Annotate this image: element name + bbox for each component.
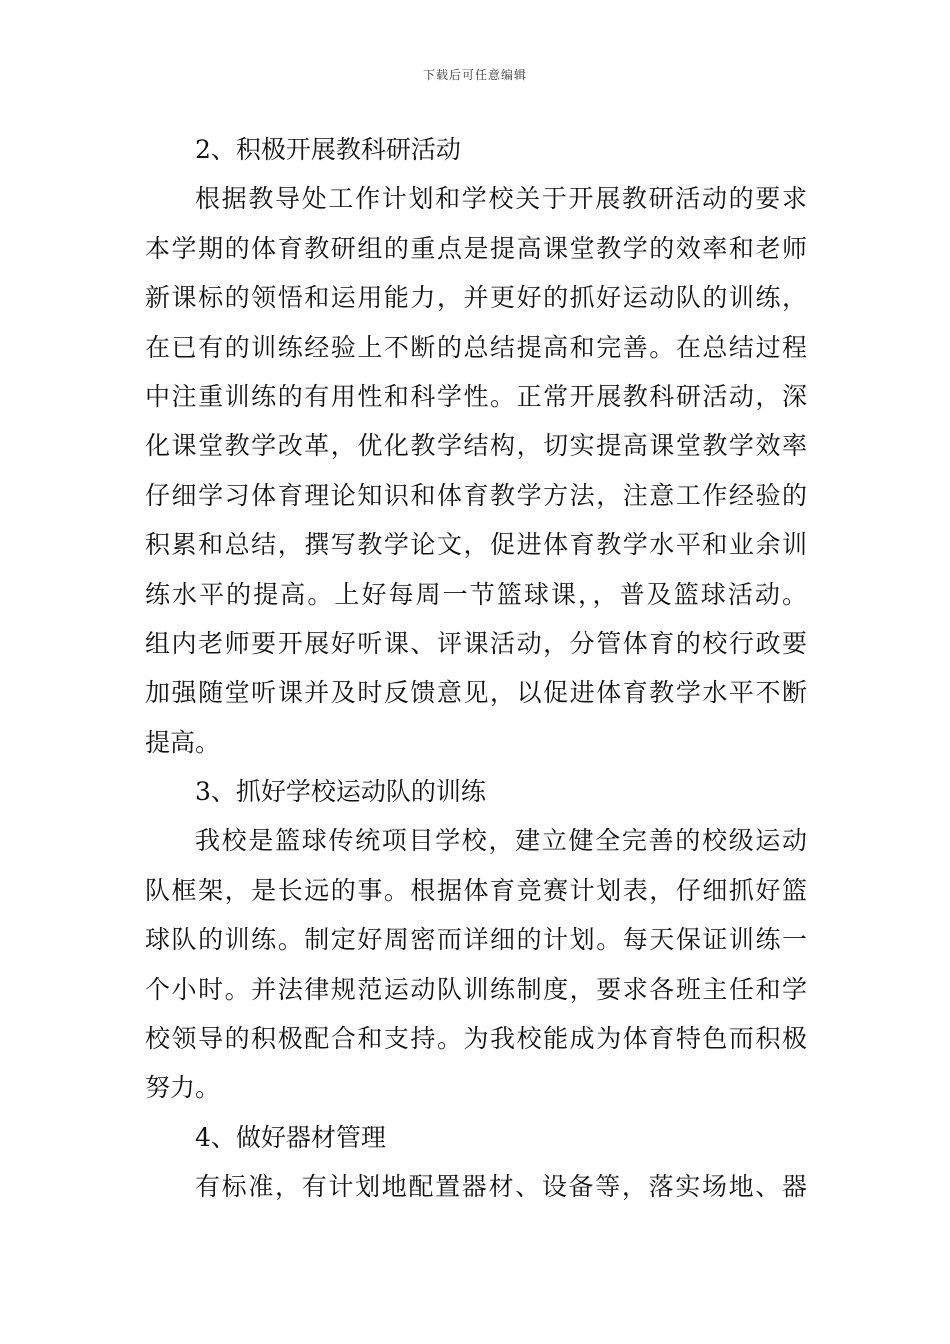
paragraph-line: 校领导的积极配合和支持。为我校能成为体育特色而积极 bbox=[145, 1024, 807, 1054]
paragraph-line: 在已有的训练经验上不断的总结提高和完善。在总结过程 bbox=[145, 332, 807, 362]
paragraph-line: 积累和总结，撰写教学论文，促进体育教学水平和业余训 bbox=[145, 530, 807, 560]
document-body bbox=[145, 125, 807, 1212]
paragraph-line: 新课标的领悟和运用能力，并更好的抓好运动队的训练， bbox=[145, 283, 807, 313]
paragraph-line: 提高。 bbox=[145, 727, 221, 757]
paragraph-line: 加强随堂听课并及时反馈意见，以促进体育教学水平不断 bbox=[145, 678, 807, 708]
header-note: 下载后可任意编辑 bbox=[422, 68, 527, 82]
paragraph-line: 个小时。并法律规范运动队训练制度，要求各班主任和学 bbox=[145, 974, 807, 1004]
paragraph-line: 仔细学习体育理论知识和体育教学方法，注意工作经验的 bbox=[145, 480, 807, 510]
paragraph-line: 练水平的提高。上好每周一节篮球课，，普及篮球活动。 bbox=[145, 579, 807, 609]
paragraph-line: 中注重训练的有用性和科学性。正常开展教科研活动，深 bbox=[145, 381, 807, 411]
paragraph-line: 有标准，有计划地配置器材、设备等，落实场地、器 bbox=[195, 1172, 807, 1202]
paragraph-line: 根据教导处工作计划和学校关于开展教研活动的要求 bbox=[195, 184, 807, 214]
paragraph-line: 队框架，是长远的事。根据体育竞赛计划表，仔细抓好篮 bbox=[145, 875, 807, 905]
section-heading: 4、做好器材管理 bbox=[195, 1122, 386, 1152]
section-heading: 3、抓好学校运动队的训练 bbox=[195, 777, 486, 807]
paragraph-line: 球队的训练。制定好周密而详细的计划。每天保证训练一 bbox=[145, 925, 807, 955]
paragraph-line: 组内老师要开展好听课、评课活动，分管体育的校行政要 bbox=[145, 628, 807, 658]
section-heading: 2、积极开展教科研活动 bbox=[195, 135, 461, 164]
paragraph-line: 努力。 bbox=[145, 1073, 221, 1103]
paragraph-line: 我校是篮球传统项目学校，建立健全完善的校级运动 bbox=[195, 826, 807, 856]
paragraph-line: 化课堂教学改革，优化教学结构，切实提高课堂教学效率 bbox=[145, 431, 807, 461]
paragraph-line: 本学期的体育教研组的重点是提高课堂教学的效率和老师 bbox=[145, 233, 807, 263]
